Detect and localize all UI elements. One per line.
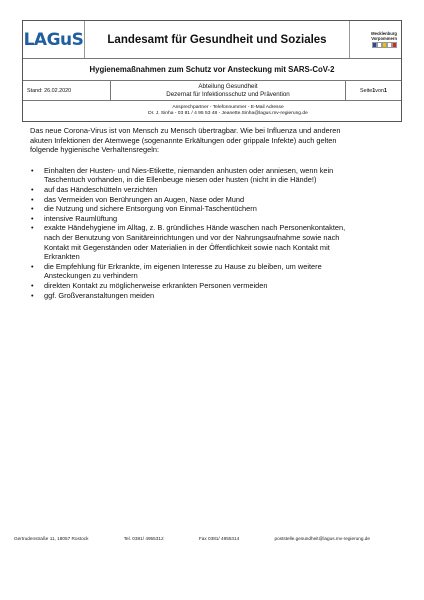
list-item xyxy=(30,195,360,205)
list-item xyxy=(30,281,360,291)
hygiene-rules-list xyxy=(30,166,360,300)
list-item-text: das Vermeiden von Berührungen an Augen, Nase oder Mund xyxy=(44,194,245,204)
page-number xyxy=(345,81,401,100)
bullet-icon: • xyxy=(31,261,34,271)
list-item-text: Einhalten der Husten- und Nies-Etikette, niemanden anhusten oder anniesen, wenn kein Taschentuch vorhanden, in die Ellenbeuge niesen oder husten (nicht in die Hände!) xyxy=(44,165,334,185)
document-date: Stand: 26.02.2020 xyxy=(23,81,111,100)
state-logo xyxy=(349,21,401,58)
footer-fax: Fax 0381/ 4955314 xyxy=(198,536,240,541)
list-item xyxy=(30,185,360,195)
document-body xyxy=(30,126,360,300)
list-item-text: exakte Händehygiene im Alltag, z. B. gründliches Hände waschen nach Personenkontakten, nach der Benutzung von Sanitäreinrichtungen und vor der Nahrungsaufnahme sowie nach Kontakt mit Gegenständen oder Materialien in der Öffentlichkeit sowie nach Kontakt mit Erkrankten xyxy=(44,223,346,262)
page-current: 1 xyxy=(372,87,376,94)
page-prefix: Seite xyxy=(360,87,373,94)
contact-info xyxy=(23,101,401,121)
bullet-icon: • xyxy=(31,213,34,223)
list-item-text: intensive Raumlüftung xyxy=(44,213,118,223)
bullet-icon: • xyxy=(31,204,34,214)
state-logo-line2: Vorpommern xyxy=(371,36,397,41)
list-item xyxy=(30,204,360,214)
header-row-contact xyxy=(23,101,401,121)
bullet-icon: • xyxy=(31,165,34,175)
state-logo-line1: Mecklenburg xyxy=(371,31,397,36)
document-title: Hygienemaßnahmen zum Schutz vor Ansteckung mit SARS-CoV-2 xyxy=(89,65,335,74)
list-item xyxy=(30,223,360,261)
document-header xyxy=(22,20,402,122)
list-item xyxy=(30,214,360,224)
list-item xyxy=(30,291,360,301)
state-flag-icon xyxy=(372,42,397,48)
list-item xyxy=(30,166,360,185)
document-footer xyxy=(14,536,370,541)
header-row-meta xyxy=(23,81,401,101)
department-line1: Abteilung Gesundheit xyxy=(198,83,258,90)
header-row-title xyxy=(23,59,401,81)
bullet-icon: • xyxy=(31,280,34,290)
bullet-icon: • xyxy=(31,223,34,233)
flag-stripe xyxy=(392,42,397,48)
bullet-icon: • xyxy=(31,194,34,204)
institution-name: Landesamt für Gesundheit und Soziales xyxy=(107,33,327,46)
list-item-text: die Empfehlung für Erkrankte, im eigenen Interesse zu Hause zu bleiben, um weitere Ansteckungen zu verhindern xyxy=(44,261,322,281)
page-total: 1 xyxy=(384,87,387,94)
list-item-text: auf das Händeschütteln verzichten xyxy=(44,184,158,194)
department-line2: Dezernat für Infektionsschutz und Prävention xyxy=(166,90,290,98)
bullet-icon: • xyxy=(31,290,34,300)
list-item xyxy=(30,262,360,281)
bullet-icon: • xyxy=(31,184,34,194)
footer-tel: Tel. 0381/ 4955312 xyxy=(123,536,164,541)
contact-line1: Ansprechpartner - Telefonnummer - E-Mail Adresse xyxy=(172,104,284,110)
contact-line2: Dr. J. Sinha - 03 81 / 4 95 53 48 - Jeanette.Sinha@lagus.mv-regierung.de xyxy=(148,111,308,116)
lagus-logo-text: LAGuS xyxy=(23,29,84,50)
page-middle: von xyxy=(375,87,384,94)
header-row-institution xyxy=(23,21,401,59)
list-item-text: die Nutzung und sichere Entsorgung von Einmal-Taschentüchern xyxy=(44,204,257,214)
list-item-text: direkten Kontakt zu möglicherweise erkrankten Personen vermeiden xyxy=(44,280,268,290)
list-item-text: ggf. Großveranstaltungen meiden xyxy=(44,290,155,300)
lagus-logo xyxy=(23,21,85,58)
footer-address: Gertrudenstraße 11, 18057 Rostock xyxy=(14,536,89,541)
intro-paragraph: Das neue Corona-Virus ist von Mensch zu Mensch übertragbar. Wie bei Influenza und anderen akuten Infektionen der Atemwege (sogenannte Erkältungen oder grippale Infekte) auch gelten folgende hygienische Verhaltensregeln: xyxy=(30,126,341,155)
footer-email: poststelle.gesundheit@lagus.mv-regierung.de xyxy=(274,536,370,541)
department-info xyxy=(111,81,345,100)
